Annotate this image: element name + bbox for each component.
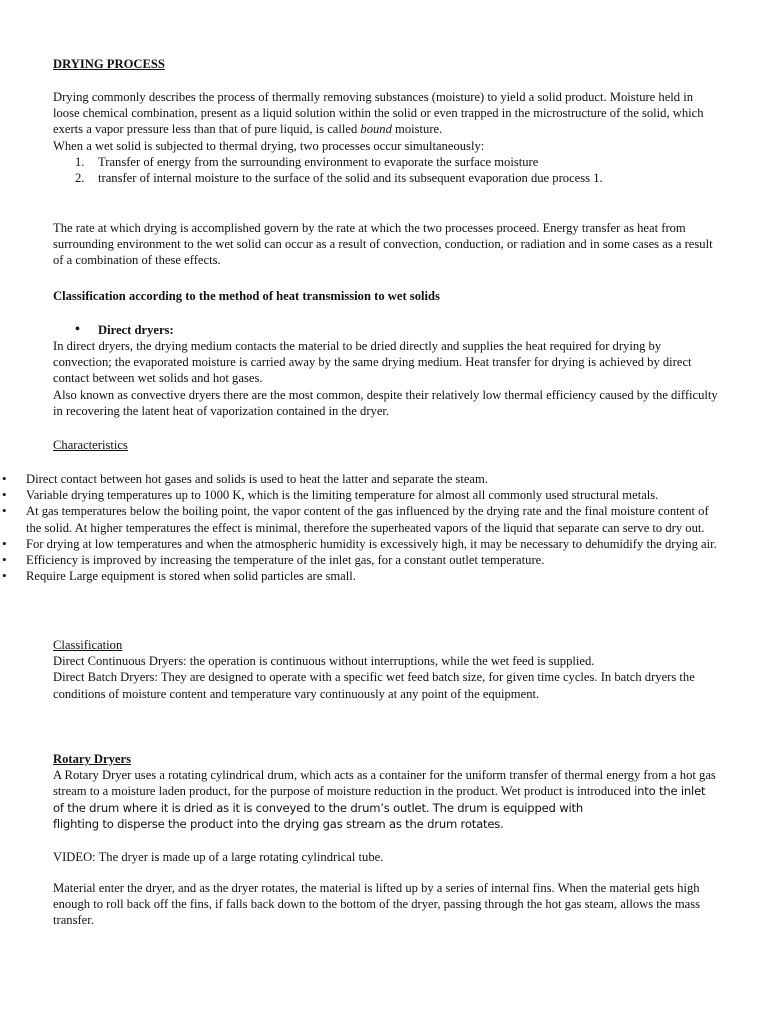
list-item [0, 503, 722, 535]
bullet-icon: • [2, 503, 7, 519]
rotary-paragraph [53, 767, 718, 832]
classification-section [53, 637, 718, 702]
bullet-icon: • [2, 535, 7, 551]
intro-simultaneous: When a wet solid is subjected to thermal drying, two processes occur simultaneously: [53, 138, 485, 153]
rotary-text-a: A Rotary Dryer uses a rotating cylindrical drum, which acts as a container for the uniform transfer of thermal energy from a hot gas stream to a moisture laden product, for the purpose of moisture reduction in the product. Wet product is introduced [53, 768, 716, 799]
characteristic-text: At gas temperatures below the boiling point, the vapor content of the gas influenced by the drying rate and the final moisture content of the solid. At higher temperatures the effect is minimal, therefore the superheated vapors of the liquid that separate can serve to dry out. [26, 504, 709, 535]
direct-dryers-text: Direct dryers: [98, 323, 174, 337]
list-item [0, 568, 722, 584]
intro-text-a: Drying commonly describes the process of thermally removing substances (moisture) to yield a solid product. Moisture held in loose chemical combination, present as a liquid solution within the solid or even trapped in the microstructure of the solid, which exerts a vapor pressure less than that of pure liquid, is called [53, 90, 704, 137]
bullet-icon: • [2, 568, 7, 584]
page-title: DRYING PROCESS [53, 57, 165, 71]
intro-section [53, 89, 718, 186]
intro-paragraph [53, 89, 718, 138]
list-item [53, 170, 718, 186]
direct-dryers-label [53, 322, 713, 338]
list-item [0, 487, 722, 503]
direct-dryers-paragraph: In direct dryers, the drying medium contacts the material to be dried directly and supplies the heat required for drying by convection; the evaporated moisture is carried away by the same drying medium. Heat transfer for drying is achieved by direct contact between wet solids and hot gases. [53, 339, 692, 386]
rotary-heading: Rotary Dryers [53, 752, 131, 766]
continuous-dryers-text: Direct Continuous Dryers: the operation is continuous without interruptions, while the wet feed is supplied. [53, 654, 595, 669]
characteristic-text: Efficiency is improved by increasing the temperature of the inlet gas, for a constant outlet temperature. [26, 553, 545, 568]
classification-heading: Classification according to the method of heat transmission to wet solids [53, 289, 440, 303]
list-item [53, 154, 718, 170]
classification-subheading: Classification [53, 638, 123, 652]
rotary-section [53, 751, 718, 832]
characteristic-text: Direct contact between hot gases and solids is used to heat the latter and separate the steam. [26, 472, 488, 486]
characteristics-list [0, 471, 722, 584]
characteristics-heading: Characteristics [53, 438, 128, 452]
list-item [0, 471, 722, 487]
rotary-text-c: flighting to disperse the product into the drying gas stream as the drum rotates. [53, 816, 504, 831]
rotary-text-b: into the inlet of the drum where it is dried as it is conveyed to the drum’s outlet. The drum is equipped with [53, 784, 706, 815]
list-item [0, 552, 722, 568]
convective-paragraph: Also known as convective dryers there are the most common, despite their relatively low thermal efficiency caused by the difficulty in recovering the latent heat of vaporization contained in the dryer. [53, 387, 718, 418]
process-steps [53, 154, 718, 186]
intro-bound-emphasis: bound [360, 122, 392, 137]
characteristic-text: Require Large equipment is stored when solid particles are small. [26, 569, 356, 584]
step-text: transfer of internal moisture to the surface of the solid and its subsequent evaporation due process 1. [98, 171, 603, 186]
bullet-icon: • [2, 487, 7, 503]
list-item [0, 536, 722, 552]
step-text: Transfer of energy from the surrounding environment to evaporate the surface moisture [98, 154, 539, 169]
bullet-icon: • [2, 552, 7, 568]
video-note: VIDEO: The dryer is made up of a large rotating cylindrical tube. [53, 850, 384, 864]
intro-text-b: moisture. [391, 122, 443, 137]
direct-dryers-section [53, 338, 718, 419]
step-number: 1. [75, 154, 85, 169]
characteristic-text: Variable drying temperatures up to 1000 K, which is the limiting temperature for almost all commonly used structural metals. [26, 488, 659, 503]
batch-dryers-text: Direct Batch Dryers: They are designed to operate with a specific wet feed batch size, for given time cycles. In batch dryers the conditions of moisture content and temperature vary continuously at any point of the equipment. [53, 670, 695, 701]
step-number: 2. [75, 171, 85, 186]
bullet-icon: • [2, 471, 7, 486]
bullet-icon: • [75, 322, 80, 337]
rate-paragraph: The rate at which drying is accomplished govern by the rate at which the two processes proceed. Energy transfer as heat from surrounding environment to the wet solid can occur as a result of convection, conduction, or radiation and in some cases as a result of a combination of these effects. [53, 221, 713, 268]
material-paragraph: Material enter the dryer, and as the dryer rotates, the material is lifted up by a series of internal fins. When the material gets high enough to roll back off the fins, if falls back down to the bottom of the dryer, passing through the hot gas steam, allows the mass transfer. [53, 881, 701, 928]
characteristic-text: For drying at low temperatures and when the atmospheric humidity is excessively high, it may be necessary to dehumidify the drying air. [26, 536, 717, 551]
